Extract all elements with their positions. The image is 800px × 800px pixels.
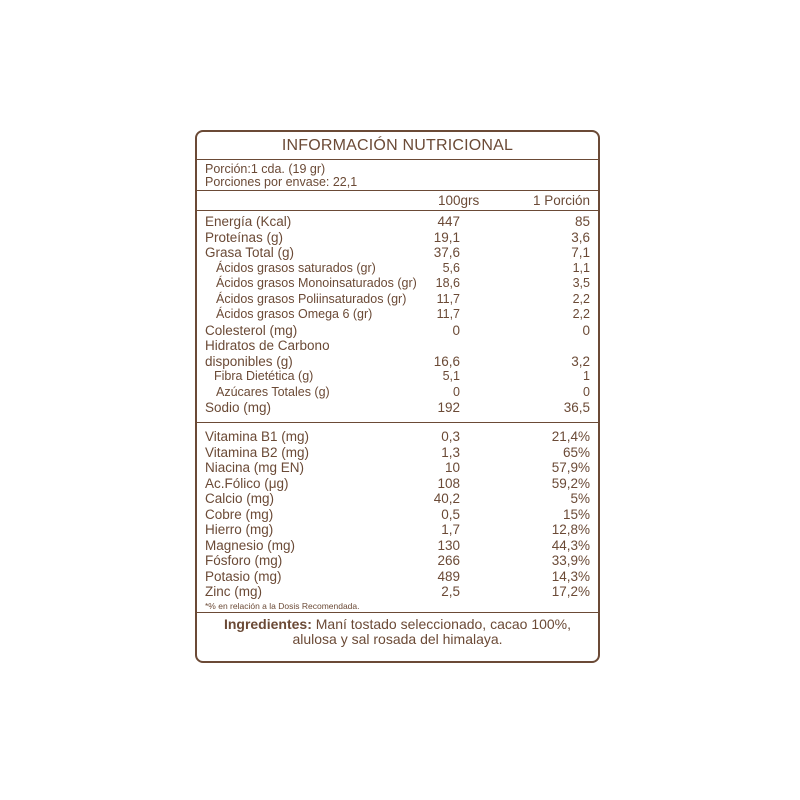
value-portion: 21,4%	[551, 429, 590, 444]
table-row	[197, 569, 598, 585]
table-row	[197, 369, 598, 385]
value-100g: 16,6	[433, 353, 460, 369]
row-label: Colesterol (mg)	[205, 322, 298, 338]
value-100g: 1,3	[441, 444, 460, 460]
nutrition-facts-panel	[195, 130, 600, 663]
value-portion: 2,2	[572, 291, 590, 306]
ingredients-line-2: alulosa y sal rosada del himalaya.	[292, 630, 503, 647]
value-portion: 36,5	[563, 400, 590, 415]
table-row	[197, 338, 598, 354]
table-row	[197, 429, 598, 445]
value-100g: 0,3	[441, 429, 460, 444]
value-portion: 85	[574, 214, 590, 229]
row-label: Ac.Fólico (μg)	[205, 475, 289, 491]
table-row	[197, 354, 598, 370]
column-100g: 100grs	[438, 193, 480, 208]
value-portion: 3,5	[572, 276, 590, 290]
row-label: Niacina (mg EN)	[205, 460, 305, 475]
ingredients-label: Ingredientes:	[223, 615, 312, 632]
value-portion: 17,2%	[551, 584, 590, 599]
value-portion: 7,1	[571, 245, 590, 260]
row-label: Hidratos de Carbono	[205, 338, 330, 353]
row-label: Cobre (mg)	[205, 506, 274, 522]
value-100g: 10	[444, 460, 460, 475]
value-portion: 14,3%	[551, 568, 590, 584]
value-100g: 192	[437, 400, 460, 415]
row-label: Fibra Dietética (g)	[214, 369, 314, 383]
value-portion: 3,2	[571, 353, 590, 369]
vitamins-table	[197, 423, 598, 600]
row-label: Calcio (mg)	[205, 491, 275, 506]
value-portion: 44,3%	[551, 537, 590, 553]
table-row	[197, 553, 598, 569]
value-100g: 0	[453, 384, 460, 399]
row-label: Proteínas (g)	[205, 229, 284, 245]
table-row	[197, 292, 598, 308]
value-portion: 0	[582, 322, 590, 338]
value-100g: 5,1	[442, 369, 460, 383]
table-row	[197, 538, 598, 554]
row-label: Ácidos grasos saturados (gr)	[216, 260, 376, 275]
value-portion: 3,6	[571, 229, 590, 245]
table-row	[197, 522, 598, 538]
value-100g: 1,7	[441, 522, 460, 537]
value-100g: 489	[437, 568, 460, 584]
value-portion: 12,8%	[551, 522, 590, 537]
row-label: Ácidos grasos Poliinsaturados (gr)	[216, 291, 407, 306]
ingredients-line-1: Maní tostado seleccionado, cacao 100%,	[311, 615, 572, 632]
value-100g: 19,1	[433, 229, 460, 245]
row-label: Grasa Total (g)	[205, 245, 295, 260]
row-label: Ácidos grasos Omega 6 (gr)	[216, 307, 373, 321]
value-100g: 37,6	[433, 245, 460, 260]
value-portion: 5%	[570, 491, 590, 506]
value-100g: 18,6	[435, 276, 460, 290]
row-label: Potasio (mg)	[205, 568, 282, 584]
table-row	[197, 276, 598, 292]
ingredients	[197, 613, 598, 647]
table-row	[197, 261, 598, 277]
row-label: Hierro (mg)	[205, 522, 274, 537]
value-100g: 108	[437, 475, 460, 491]
row-label: Zinc (mg)	[205, 584, 262, 599]
row-label: Ácidos grasos Monoinsaturados (gr)	[216, 276, 417, 290]
row-label: Fósforo (mg)	[205, 553, 283, 568]
row-label: Azúcares Totales (g)	[216, 384, 330, 399]
value-portion: 33,9%	[551, 553, 590, 568]
value-portion: 2,2	[572, 307, 590, 321]
value-portion: 0	[583, 384, 590, 399]
table-row	[197, 491, 598, 507]
value-100g: 130	[437, 537, 460, 553]
value-100g: 0	[452, 322, 460, 338]
column-header	[197, 191, 598, 211]
value-100g: 40,2	[433, 491, 460, 506]
value-portion: 1	[583, 369, 590, 383]
value-100g: 5,6	[442, 260, 460, 275]
column-portion: 1 Porción	[532, 193, 590, 208]
value-100g: 0,5	[441, 506, 460, 522]
portions-per-package: Porciones por envase: 22,1	[205, 175, 358, 189]
value-portion: 57,9%	[551, 460, 590, 475]
panel-title: INFORMACIÓN NUTRICIONAL	[197, 132, 598, 160]
row-label: Energía (Kcal)	[205, 214, 292, 229]
row-label: Sodio (mg)	[205, 400, 272, 415]
value-100g: 447	[437, 214, 460, 229]
table-row	[197, 385, 598, 401]
table-row	[197, 476, 598, 492]
table-row	[197, 460, 598, 476]
value-portion: 65%	[562, 444, 590, 460]
value-100g: 11,7	[436, 291, 460, 306]
table-row	[197, 323, 598, 339]
table-row	[197, 445, 598, 461]
table-row	[197, 245, 598, 261]
table-row	[197, 230, 598, 246]
table-row	[197, 400, 598, 416]
value-100g: 11,7	[436, 307, 460, 321]
value-100g: 2,5	[441, 584, 460, 599]
value-100g: 266	[437, 553, 460, 568]
row-label: disponibles (g)	[205, 353, 293, 369]
portion-size: Porción:1 cda. (19 gr)	[205, 162, 326, 176]
row-label: Vitamina B2 (mg)	[205, 444, 310, 460]
value-portion: 1,1	[572, 260, 590, 275]
table-row	[197, 214, 598, 230]
row-label: Magnesio (mg)	[205, 537, 296, 553]
value-portion: 15%	[562, 506, 590, 522]
table-row	[197, 507, 598, 523]
portion-info	[197, 160, 598, 191]
value-portion: 59,2%	[551, 475, 590, 491]
table-row	[197, 307, 598, 323]
row-label: Vitamina B1 (mg)	[205, 429, 310, 444]
table-row	[197, 584, 598, 600]
footnote: *% en relación a la Dosis Recomendada.	[197, 600, 598, 613]
nutrients-table	[197, 211, 598, 423]
